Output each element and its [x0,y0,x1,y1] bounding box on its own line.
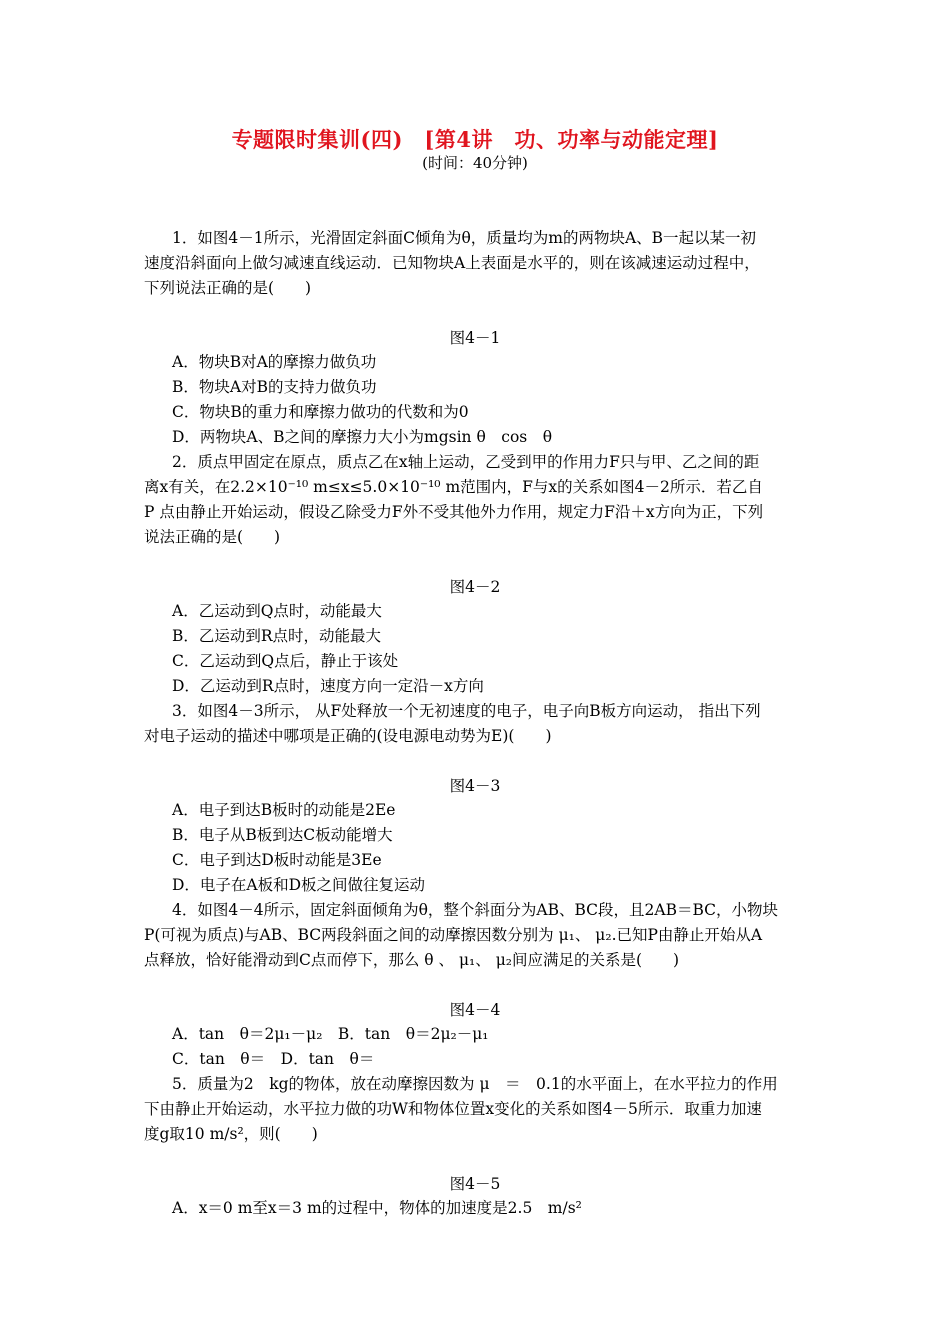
time-limit: (时间：40分钟) [422,154,528,172]
q3-option-c: C．电子到达D板时动能是3Ee [172,851,382,869]
q1-line-2: 速度沿斜面向上做匀减速直线运动．已知物块A上表面是水平的，则在该减速运动过程中， [144,254,760,272]
q1-line-3: 下列说法正确的是( ) [144,279,312,297]
q5-option-a: A．x＝0 m至x＝3 m的过程中，物体的加速度是2.5 m/s² [172,1199,582,1217]
q3-line-1: 3．如图4－3所示， 从F处释放一个无初速度的电子，电子向B板方向运动， 指出下列 [172,702,761,720]
q1-line-1: 1．如图4－1所示，光滑固定斜面C倾角为θ，质量均为m的两物块A、B一起以某一初 [172,229,757,247]
q2-option-c: C．乙运动到Q点后，静止于该处 [172,652,399,670]
page-title: 专题限时集训(四) [第4讲 功、功率与动能定理] [231,127,719,152]
q2-line-1: 2．质点甲固定在原点，质点乙在x轴上运动，乙受到甲的作用力F只与甲、乙之间的距 [172,453,760,471]
q1-option-a: A．物块B对A的摩擦力做负功 [172,353,377,371]
q3-option-d: D．电子在A板和D板之间做往复运动 [172,876,426,894]
figure-4-5-caption: 图4－5 [449,1175,501,1193]
q2-line-2: 离x有关，在2.2×10⁻¹⁰ m≤x≤5.0×10⁻¹⁰ m范围内，F与x的关系如图4－2所示．若乙自 [144,478,763,496]
q5-line-1: 5．质量为2 kg的物体，放在动摩擦因数为 μ ＝ 0.1的水平面上，在水平拉力的作用 [172,1075,778,1093]
q5-line-2: 下由静止开始运动，水平拉力做的功W和物体位置x变化的关系如图4－5所示．取重力加速 [144,1100,762,1118]
q4-options-cd: C．tan θ＝ D．tan θ＝ [172,1050,375,1068]
figure-4-3-caption: 图4－3 [449,777,501,795]
q2-line-3: P 点由静止开始运动，假设乙除受力F外不受其他外力作用，规定力F沿＋x方向为正，下列 [144,503,764,521]
q4-line-1: 4．如图4－4所示，固定斜面倾角为θ，整个斜面分为AB、BC段，且2AB＝BC，小物块 [172,901,779,919]
q2-option-d: D．乙运动到R点时，速度方向一定沿－x方向 [172,677,484,695]
q3-option-b: B．电子从B板到达C板动能增大 [172,826,393,844]
q5-line-3: 度g取10 m/s²，则( ) [144,1125,318,1143]
q1-option-d: D．两物块A、B之间的摩擦力大小为mgsin θ cos θ [172,428,553,446]
q2-line-4: 说法正确的是( ) [144,528,281,546]
q1-option-c: C．物块B的重力和摩擦力做功的代数和为0 [172,403,469,421]
figure-4-1-caption: 图4－1 [449,329,501,347]
figure-4-4-caption: 图4－4 [449,1001,501,1019]
q3-option-a: A．电子到达B板时的动能是2Ee [172,801,396,819]
q2-option-a: A．乙运动到Q点时，动能最大 [172,602,382,620]
figure-4-2-caption: 图4－2 [449,578,501,596]
q4-options-ab: A．tan θ＝2μ₁－μ₂ B．tan θ＝2μ₂－μ₁ [172,1025,489,1043]
q3-line-2: 对电子运动的描述中哪项是正确的(设电源电动势为E)( ) [144,727,552,745]
q4-line-2: P(可视为质点)与AB、BC两段斜面之间的动摩擦因数分别为 μ₁、 μ₂.已知P由静止开始从A [144,926,763,944]
q2-option-b: B．乙运动到R点时，动能最大 [172,627,382,645]
q1-option-b: B．物块A对B的支持力做负功 [172,378,377,396]
q4-line-3: 点释放，恰好能滑动到C点而停下，那么 θ 、 μ₁、 μ₂间应满足的关系是( ) [144,951,680,969]
